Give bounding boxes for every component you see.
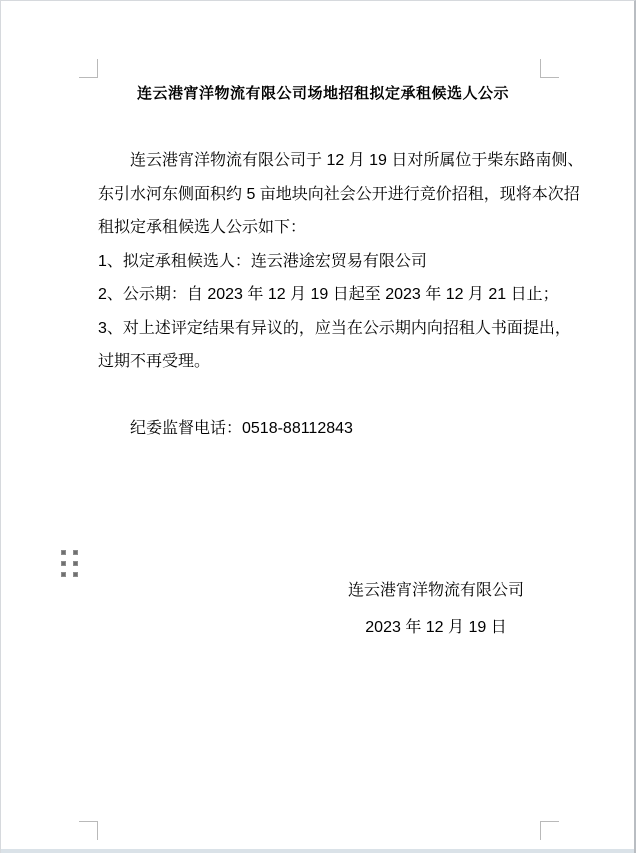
margin-crop-mark-top-right [540,59,559,78]
blank-line [98,379,548,413]
drag-handle-dot [61,550,66,555]
margin-crop-mark-bottom-left [79,821,98,840]
paragraph-intro-line-1: 连云港宵洋物流有限公司于 12 月 19 日对所属位于柴东路南侧、 [130,152,584,169]
drag-handle-dot [61,561,66,566]
margin-crop-mark-top-left [79,59,98,78]
paragraph-intro-line-3: 租拟定承租候选人公示如下： [98,219,307,236]
blank-line [98,111,548,145]
drag-handle-icon[interactable] [61,550,78,577]
list-item-1: 1、拟定承租候选人：连云港途宏贸易有限公司 [98,252,427,270]
list-item-3-line-2: 过期不再受理。 [98,353,211,370]
margin-crop-mark-bottom-right [540,821,559,840]
signature-company: 连云港宵洋物流有限公司 [347,582,524,599]
paragraph-intro-line-2: 东引水河东侧面积约 5 亩地块向社会公开进行竞价招租，现将本次招 [98,185,580,203]
page-bottom-gap [1,849,634,853]
drag-handle-dot [73,561,78,566]
signature-date: 2023 年 12 月 19 日 [365,619,507,636]
document-body [98,77,584,446]
supervision-phone-line: 纪委监督电话：0518-88112843 [130,420,353,437]
signature-block [348,572,524,646]
drag-handle-dot [73,550,78,555]
document-title: 连云港宵洋物流有限公司场地招租拟定承租候选人公示 [136,85,509,102]
list-item-3-line-1: 3、对上述评定结果有异议的，应当在公示期内向招租人书面提出， [98,319,571,337]
list-item-2: 2、公示期：自 2023 年 12 月 19 日起至 2023 年 12 月 21 日止； [98,286,559,303]
drag-handle-dot [73,572,78,577]
drag-handle-dot [61,572,66,577]
